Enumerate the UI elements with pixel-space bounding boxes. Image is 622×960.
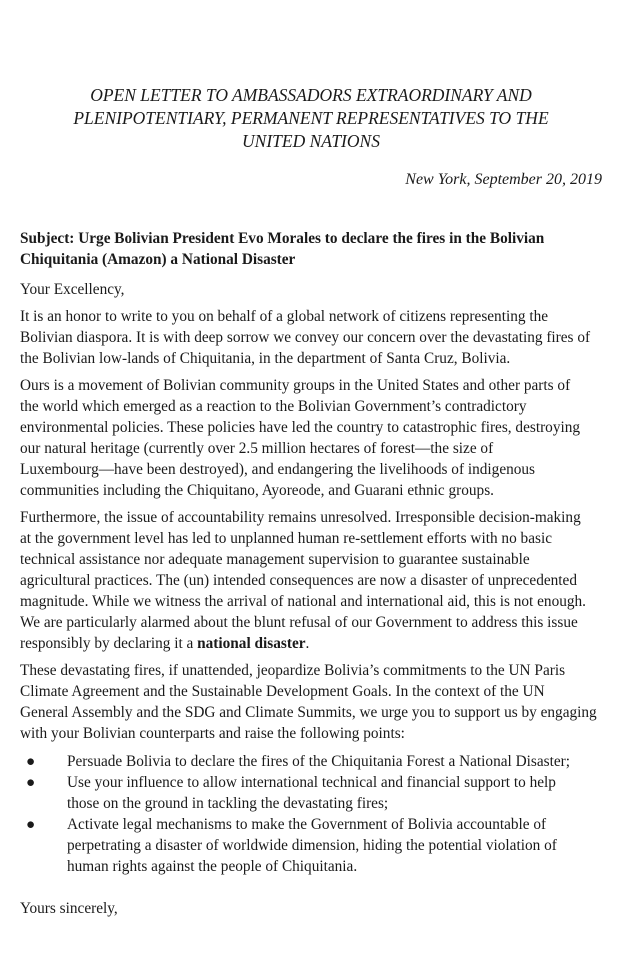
- text-line: those on the ground in tackling the devastating fires;: [67, 795, 389, 812]
- text-line: our natural heritage (currently over 2.5 million hectares of forest—the size of: [20, 440, 494, 457]
- bullet-list: [20, 751, 606, 877]
- bullet-icon: ●: [26, 816, 36, 833]
- bullet-item: [20, 772, 606, 814]
- text-line: Luxembourg—have been destroyed), and endangering the livelihoods of indigenous: [20, 461, 536, 478]
- bullet-icon: ●: [26, 753, 36, 770]
- text-line: Furthermore, the issue of accountability remains unresolved. Irresponsible decision-making: [20, 509, 581, 526]
- paragraph-1: [20, 306, 606, 369]
- text-line: perpetrating a disaster of worldwide dimension, hiding the potential violation of: [67, 837, 557, 854]
- text-line: communities including the Chiquitano, Ayoreode, and Guarani ethnic groups.: [20, 482, 494, 499]
- place-date: New York, September 20, 2019: [405, 171, 602, 188]
- text-line: the Bolivian low-lands of Chiquitania, in the department of Santa Cruz, Bolivia.: [20, 350, 511, 367]
- bullet-item: [20, 814, 606, 877]
- bold-emphasis: national disaster: [197, 635, 306, 652]
- text-line: General Assembly and the SDG and Climate Summits, we urge you to support us by engaging: [20, 704, 597, 721]
- subject-line: Chiquitania (Amazon) a National Disaster: [20, 251, 296, 268]
- bullet-item: [20, 751, 606, 772]
- text-line: the world which emerged as a reaction to the Bolivian Government’s contradictory: [20, 398, 527, 415]
- text-line: Ours is a movement of Bolivian community groups in the United States and other parts of: [20, 377, 571, 394]
- text-line: magnitude. While we witness the arrival of national and international aid, this is not enough.: [20, 593, 586, 610]
- text-line: Activate legal mechanisms to make the Government of Bolivia accountable of: [67, 816, 547, 833]
- text-line: Use your influence to allow international technical and financial support to help: [67, 774, 556, 791]
- title-line: OPEN LETTER TO AMBASSADORS EXTRAORDINARY AND: [90, 85, 532, 105]
- text-line: technical assistance nor adequate management supervision to guarantee sustainable: [20, 551, 530, 568]
- text-line: [20, 633, 606, 654]
- text-line: Bolivian diaspora. It is with deep sorrow we convey our concern over the devastating fires of: [20, 329, 591, 346]
- text-line: at the government level has led to unplanned human re-settlement efforts with no basic: [20, 530, 552, 547]
- text-segment: responsibly by declaring it a: [20, 635, 198, 652]
- closing: Yours sincerely,: [20, 900, 118, 917]
- text-line: We are particularly alarmed about the blunt refusal of our Government to address this issue: [20, 614, 578, 631]
- bullet-text: [67, 814, 557, 877]
- title-line: PLENIPOTENTIARY, PERMANENT REPRESENTATIVES TO THE: [73, 108, 549, 128]
- text-line: environmental policies. These policies have led the country to catastrophic fires, destroying: [20, 419, 581, 436]
- title-line: UNITED NATIONS: [242, 131, 380, 151]
- salutation: Your Excellency,: [20, 281, 125, 298]
- text-line: Climate Agreement and the Sustainable Development Goals. In the context of the UN: [20, 683, 545, 700]
- bullet-text: [67, 772, 556, 814]
- subject: [20, 228, 606, 270]
- text-line: with your Bolivian counterparts and raise the following points:: [20, 725, 405, 742]
- text-line: Persuade Bolivia to declare the fires of the Chiquitania Forest a National Disaster;: [67, 753, 570, 770]
- text-line: human rights against the people of Chiquitania.: [67, 858, 358, 875]
- text-line: agricultural practices. The (un) intended consequences are now a disaster of unprecedented: [20, 572, 577, 589]
- text-line: These devastating fires, if unattended, jeopardize Bolivia’s commitments to the UN Paris: [20, 662, 566, 679]
- text-line: It is an honor to write to you on behalf of a global network of citizens representing the: [20, 308, 549, 325]
- paragraph-3: [20, 507, 606, 654]
- letter-title: [0, 84, 622, 153]
- paragraph-2: [20, 375, 606, 501]
- paragraph-4: [20, 660, 606, 744]
- bullet-text: [67, 751, 570, 772]
- bullet-icon: ●: [26, 774, 36, 791]
- text-segment: .: [305, 635, 310, 652]
- subject-line: Subject: Urge Bolivian President Evo Morales to declare the fires in the Bolivian: [20, 230, 545, 247]
